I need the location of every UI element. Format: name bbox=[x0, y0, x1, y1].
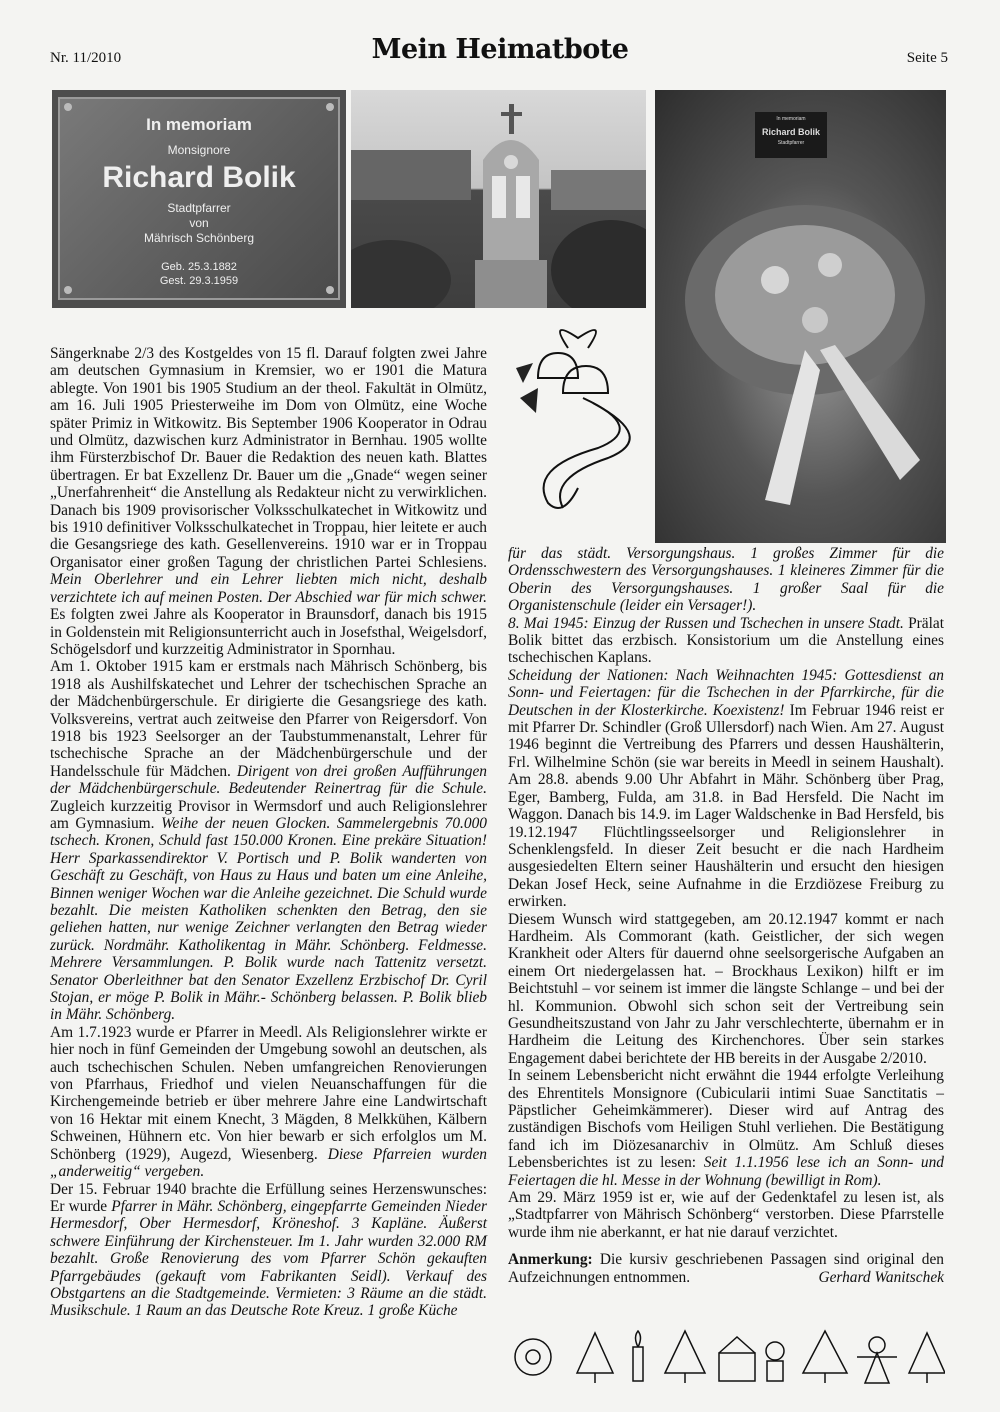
note-label: Anmerkung: bbox=[508, 1251, 593, 1269]
paragraph: Am 29. März 1959 ist er, wie auf der Gedenktafel zu lesen ist, als „Stadtpfarrer von Mährisch Schönberg“ verstorben. Diese Pfarrstelle wurde ihm nie aberkannt, er hat nie darauf verzichtet. bbox=[508, 1189, 944, 1241]
paragraph: für das städt. Versorgungshaus. 1 großes Zimmer für die Ordensschwestern des Versorgungshauses. 1 kleineres Zimmer für die Oberin des Versorgungshauses. 1 großer Saal für die Organistenschule (leider ein Versager!). bbox=[508, 545, 944, 615]
bells-ribbon-drawing bbox=[508, 318, 648, 518]
plaque-heading: In memoriam bbox=[146, 115, 252, 134]
christmas-decoration-strip bbox=[505, 1325, 945, 1387]
plaque-office: Stadtpfarrer bbox=[167, 201, 231, 215]
note-text: Die kursiv geschriebenen Passagen sind original den Aufzeichnungen entnommen. bbox=[508, 1251, 944, 1286]
wreath-plaque-sub: Stadtpfarrer bbox=[777, 140, 805, 146]
article-left-column bbox=[50, 345, 487, 1320]
plaque-died: Gest. 29.3.1959 bbox=[159, 275, 239, 287]
note-paragraph bbox=[508, 1251, 944, 1286]
paragraph: Scheidung der Nationen: Nach Weihnachten 1945: Gottesdienst an Sonn- und Feiertagen: für die Tschechen in der Pfarrkirche, für die Deutschen in der Klosterkirche. Koexistenz! Im Februar 1946 reist er mit Pfarrer Dr. Schindler (Groß Ullersdorf) nach Wien. Am 27. August 1946 beginnt die Vertreibung des Pfarrers und dessen Haushälterin, Frl. Wilhelmine Schön (sie war bereits in Meedl in seinem Haushalt). Am 28.8. abends 9.00 Uhr Abfahrt in Mähr. Schönberg über Prag, Eger, Bamberg, Fulda, am 31.8. in Bad Hersfeld. Die Nacht im Waggon. Danach bis 14.9. im Lager Waldschenke in Bad Hersfeld, bis 19.12.1947 Flüchtlingsseelsorger und Religionslehrer in Schenklengsfeld. In dieser Zeit besucht er die nach Hardheim ausgesiedelten Eltern seiner Haushälterin und ersucht den hiesigen Dekan Josef Heck, seine Aufnahme in die Erzdiözese Freiburg zu erwirken. bbox=[508, 666, 944, 911]
plaque-title: Monsignore bbox=[167, 143, 231, 157]
plaque-name: Richard Bolik bbox=[102, 161, 296, 194]
paragraph: Am 1. Oktober 1915 kam er erstmals nach Mährisch Schönberg, bis 1918 als Aushilfskatechet und Lehrer der tschechischen Sprache an der Mädchenbürgerschule. Er dirigierte die Gesangsriege des kath. Volksvereins, vertrat auch zeitweise den Pfarrer von Reigersdorf. Von 1918 bis 1923 Seelsorger an der Taubstummenanstalt, Lehrer für tschechische Sprache an der Mädchenbürgerschule und der Handelsschule für Mädchen. Dirigent von drei großen Aufführungen der Mädchenbürgerschule. Bedeutender Reinertrag für die Schule. Zugleich kurzzeitig Provisor in Wermsdorf und auch Religionslehrer am Gymnasium. Weihe der neuen Glocken. Sammelergebnis 70.000 tschech. Kronen, Schuld fast 150.000 Kronen. Eine prekäre Situation! Herr Sparkassendirektor V. Portisch und P. Bolik wanderten von Geschäft zu Geschäft, von Haus zu Haus und baten um eine Anleihe, Binnen weniger Wochen war die Anleihe gezeichnet. Die Schuld wurde bezahlt. Die meisten Katholiken schenkten den Betrag, den sie geliehen hatten, nur wenige Zeichner verlangten den Betrag wieder zurück. Nordmähr. Katholikentag in Mähr. Schönberg. Feldmesse. Mehrere Versammlungen. P. Bolik wurde nach Tattenitz versetzt. Senator Oberleithner bat den Senator Exzellenz Erzbischof Dr. Cyril Stojan, er möge P. Bolik in Mähr.- Schönberg belassen. P. Bolik blieb in Mähr. Schönberg. bbox=[50, 658, 487, 1024]
wreath-drawing bbox=[655, 90, 946, 543]
wreath-plaque-name: Richard Bolik bbox=[761, 127, 820, 137]
paragraph: 8. Mai 1945: Einzug der Russen und Tschechen in unsere Stadt. Prälat Bolik bittet das erzbisch. Konsistorium um die Anstellung eines tschechischen Kaplans. bbox=[508, 614, 944, 667]
masthead-title: Mein Heimatbote bbox=[371, 34, 629, 65]
grave-monument-photo bbox=[351, 90, 646, 308]
paragraph: Der 15. Februar 1940 brachte die Erfüllung seines Herzenswunsches: Er wurde Pfarrer in Mähr. Schönberg, eingepfarrte Gemeinden Nieder Hermesdorf, Ober Hermesdorf, Kröneshof. 3 Kapläne. Äußerst schwere Einführung der Kirchensteuer. Im 1. Jahr wurden 32.000 RM bezahlt. Große Renovierung des vom Pfarrer Schön gekauften Pfarrgebäudes (gekauft vom Fabrikanten Seidl). Verkauf des Obstgartens an die Stadtgemeinde. Vermieten: 3 Räume an die städt. Musikschule. 1 Raum an das Deutsche Rote Kreuz. 1 große Küche bbox=[50, 1180, 488, 1320]
plaque-place: Mährisch Schönberg bbox=[143, 231, 255, 245]
memorial-plaque bbox=[58, 97, 340, 300]
memorial-plaque-photo bbox=[52, 90, 346, 308]
issue-number: Nr. 11/2010 bbox=[50, 50, 122, 66]
wreath-photo bbox=[655, 90, 946, 543]
plaque-von: von bbox=[189, 216, 209, 230]
page-number: Seite 5 bbox=[906, 50, 948, 66]
paragraph: In seinem Lebensbericht nicht erwähnt die 1944 erfolgte Verleihung des Ehrentitels Monsignore (Cubicularii intimi Suae Sanctitatis – Päpstlicher Geheimkämmerer). Dieser wird auf Antrag des zuständigen Bischofs vom Heiligen Stuhl verliehen. Die Bestätigung fand ich im Diözesanarchiv in Olmütz. Am Schluß dieses Lebensberichtes ist zu lesen: Seit 1.1.1956 lese ich an Sonn- und Feiertagen die hl. Messe in der Wohnung (bewilligt in Rom). bbox=[508, 1067, 944, 1189]
paragraph: Diesem Wunsch wird stattgegeben, am 20.12.1947 kommt er nach Hardheim. Als Commorant (kath. Geistlicher, der sich wegen Krankheit oder Alters für dauernd ohne seelsorgerische Aufgaben an einem Ort niedergelassen hat. – Brockhaus Lexikon) hilft er im Beichtstuhl – vor seinem ist immer die längste Schlange – und bei der hl. Kommunion. Obwohl sich schon seit der Vertreibung sein Gesundheitszustand von Jahr zu Jahr verschlechterte, übernahm er in Hardheim die Leitung des Kirchenchores. Über sein starkes Engagement dabei berichtete der HB bereits in der Ausgabe 2/2010. bbox=[508, 910, 944, 1067]
note-author: Gerhard Wanitschek bbox=[818, 1268, 944, 1286]
paragraph: Sängerknabe 2/3 des Kostgeldes von 15 fl. Darauf folgten zwei Jahre am deutschen Gymnasium in Kremsier, wo er 1901 die Matura ablegte. Von 1901 bis 1905 Studium an der theol. Fakultät in Olmütz, am 16. Juli 1905 Priesterweihe im Dom von Olmütz, eine Woche später Primiz in Witkowitz. Bis September 1906 Kooperator in Odrau und Olmütz, dazwischen kurz Administrator in Bernhau. 1905 wollte ihm Fürsterzbischof Dr. Bauer die Redaktion des neuen kath. Blattes übertragen. Er bat Exzellenz Dr. Bauer um die „Gnade“ wegen seiner „Unerfahrenheit“ die Anstellung als Redakteur nicht zu verwirklichen. Danach bis 1909 provisorischer Volksschulkatechet in Witkowitz und bis 1910 definitiver Volksschulkatechet in Troppau, hier leitete er auch die Gesangsriege des kath. Gesellenvereins. 1910 war er in Troppau Organisator einer großen Tagung der christlichen Partei Schlesiens. Mein Oberlehrer und ein Lehrer liebten mich nicht, deshalb verzichtete ich auf meinen Posten. Der Abschied war für mich schwer. Es folgten zwei Jahre als Kooperator in Braunsdorf, danach bis 1915 in Goldenstein mit Religionsunterricht auch in Josefsthal, Weigelsdorf, Schögelsdorf und kurzzeitig Administrator in Spornhau. bbox=[50, 345, 487, 658]
bells-ribbon-illustration bbox=[508, 318, 648, 518]
paragraph: Am 1.7.1923 wurde er Pfarrer in Meedl. Als Religionslehrer wirkte er hier noch in fünf Gemeinden der Umgebung sowohl an deutschen, als auch tschechischen Schulen. Neben umfangreichen Renovierungen von Pfarrhaus, Friedhof und vielen Neuanschaffungen für die Kirchengemeinde betrieb er über mehrere Jahre eine Landwirtschaft von 16 Hektar mit einem Knecht, 3 Mägden, 8 Melkkühen, Kälbern Schweinen, Hühnern etc. Von hier bewarb er sich erfolglos um M. Schönberg (1929), Augezd, Wiesenberg. Diese Pfarreien wurden „anderweitig“ vergeben. bbox=[50, 1023, 487, 1181]
grave-monument-illustration bbox=[351, 90, 646, 308]
wreath-plaque-top: In memoriam bbox=[776, 116, 806, 122]
article-right-column bbox=[508, 545, 944, 1286]
plaque-born: Geb. 25.3.1882 bbox=[161, 261, 237, 273]
